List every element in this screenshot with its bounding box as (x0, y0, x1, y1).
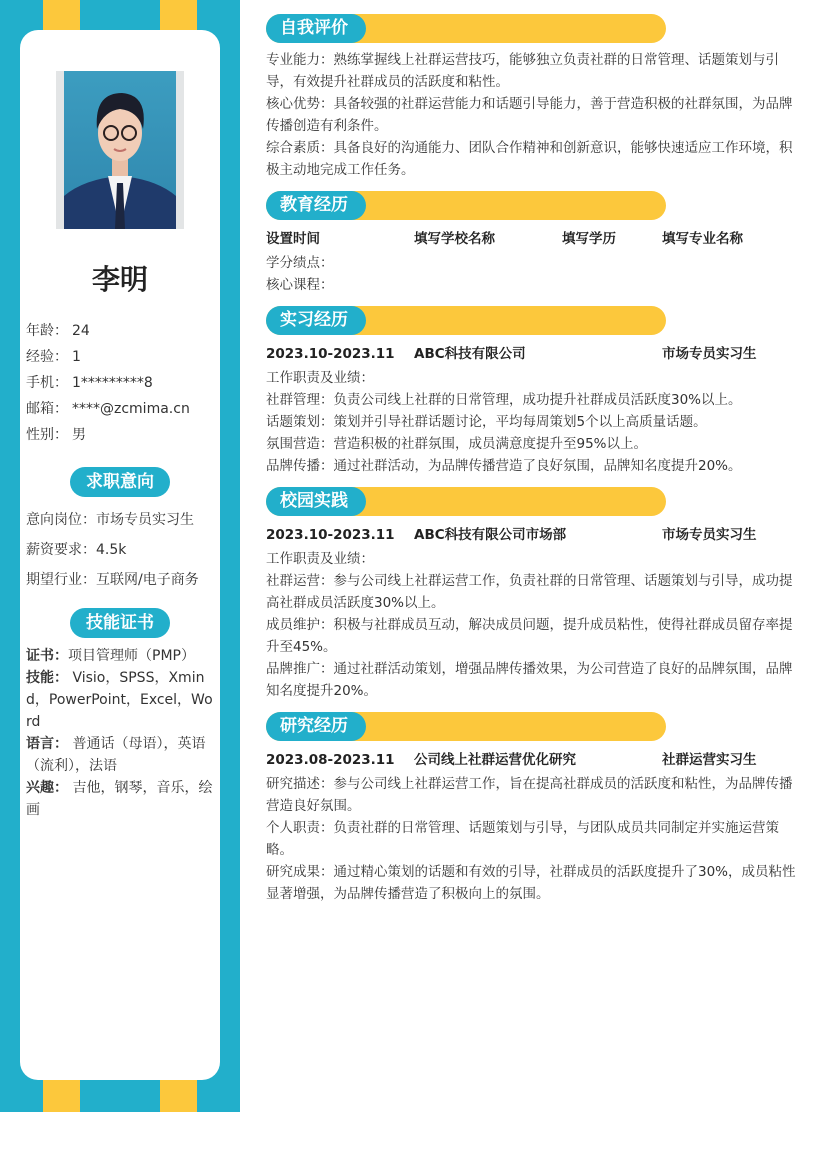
candidate-name: 李明 (91, 263, 148, 296)
info-row: 性别： 男 (26, 427, 86, 443)
info-row: 手机： 1*********8 (26, 375, 153, 391)
skill-item: 兴趣： 吉他，钢琴，音乐，绘画 (26, 780, 213, 818)
decor-stripe (43, 0, 80, 30)
entry-row: 2023.10-2023.11 ABC科技有限公司 市场专员实习生 (266, 346, 757, 362)
info-row: 邮箱： ****@zcmima.cn (26, 401, 190, 417)
main-content (266, 14, 796, 915)
section-campus (266, 487, 796, 702)
entry-row: 2023.10-2023.11 ABC科技有限公司市场部 市场专员实习生 (266, 527, 757, 543)
paragraph: 核心课程： (266, 277, 334, 293)
skill-item: 技能： Visio，SPSS，Xmind，PowerPoint，Excel，Word (26, 670, 213, 730)
section-header: 自我评价 (266, 14, 666, 43)
section-header: 实习经历 (266, 306, 666, 335)
entry-row: 2023.08-2023.11 公司线上社群运营优化研究 社群运营实习生 (266, 752, 757, 768)
intent-list (26, 505, 216, 595)
section-header: 校园实践 (266, 487, 666, 516)
paragraph: 研究描述：参与公司线上社群运营工作，旨在提高社群成员的活跃度和粘性，为品牌传播营造良好氛围。 (266, 776, 793, 814)
skill-item: 证书：项目管理师（PMP） (26, 648, 195, 664)
intent-item: 薪资要求：4.5k (26, 542, 127, 558)
paragraph: 社群管理：负责公司线上社群的日常管理，成功提升社群成员活跃度30%以上。 (266, 392, 742, 408)
paragraph: 工作职责及业绩： (266, 551, 374, 567)
basic-info (26, 318, 190, 448)
paragraph: 专业能力：熟练掌握线上社群运营技巧，能够独立负责社群的日常管理、话题策划与引导，有效提升社群成员的活跃度和粘性。 (266, 52, 779, 90)
paragraph: 品牌传播：通过社群活动，为品牌传播营造了良好氛围，品牌知名度提升20%。 (266, 458, 742, 474)
intent-item: 意向岗位：市场专员实习生 (26, 512, 194, 528)
paragraph: 个人职责：负责社群的日常管理、话题策划与引导，与团队成员共同制定并实施运营策略。 (266, 820, 779, 858)
decor-stripe (160, 0, 197, 30)
info-row: 经验： 1 (26, 349, 81, 365)
profile-photo (56, 71, 184, 229)
section-self (266, 14, 796, 181)
paragraph: 研究成果：通过精心策划的话题和有效的引导，社群成员的活跃度提升了30%，成员粘性显著增强，为品牌传播营造了积极向上的氛围。 (266, 864, 796, 902)
skill-item: 语言： 普通话（母语），英语（流利），法语 (26, 736, 206, 774)
paragraph: 话题策划：策划并引导社群话题讨论，平均每周策划5个以上高质量话题。 (266, 414, 707, 430)
info-row: 年龄： 24 (26, 323, 90, 339)
paragraph: 成员维护：积极与社群成员互动，解决成员问题，提升成员粘性，使得社群成员留存率提升至45%。 (266, 617, 793, 655)
paragraph: 氛围营造：营造积极的社群氛围，成员满意度提升至95%以上。 (266, 436, 648, 452)
paragraph: 学分绩点： (266, 255, 334, 271)
paragraph: 品牌推广：通过社群活动策划，增强品牌传播效果，为公司营造了良好的品牌氛围，品牌知名度提升20%。 (266, 661, 793, 699)
decor-stripe (160, 1080, 197, 1112)
paragraph: 核心优势：具备较强的社群运营能力和话题引导能力，善于营造积极的社群氛围，为品牌传播创造有利条件。 (266, 96, 793, 134)
intent-heading: 求职意向 (70, 467, 170, 497)
intent-item: 期望行业：互联网/电子商务 (26, 572, 199, 588)
section-education (266, 191, 796, 296)
skills-heading: 技能证书 (70, 608, 170, 638)
paragraph: 综合素质：具备良好的沟通能力、团队合作精神和创新意识，能够快速适应工作环境，积极主动地完成工作任务。 (266, 140, 793, 178)
section-research (266, 712, 796, 905)
section-header: 教育经历 (266, 191, 666, 220)
paragraph: 社群运营：参与公司线上社群运营工作，负责社群的日常管理、话题策划与引导，成功提高社群成员活跃度30%以上。 (266, 573, 793, 611)
paragraph: 工作职责及业绩： (266, 370, 374, 386)
skills-list (26, 645, 216, 821)
decor-stripe (43, 1080, 80, 1112)
edu-row: 设置时间 填写学校名称 填写学历 填写专业名称 (266, 231, 743, 247)
section-header: 研究经历 (266, 712, 666, 741)
section-internship (266, 306, 796, 477)
